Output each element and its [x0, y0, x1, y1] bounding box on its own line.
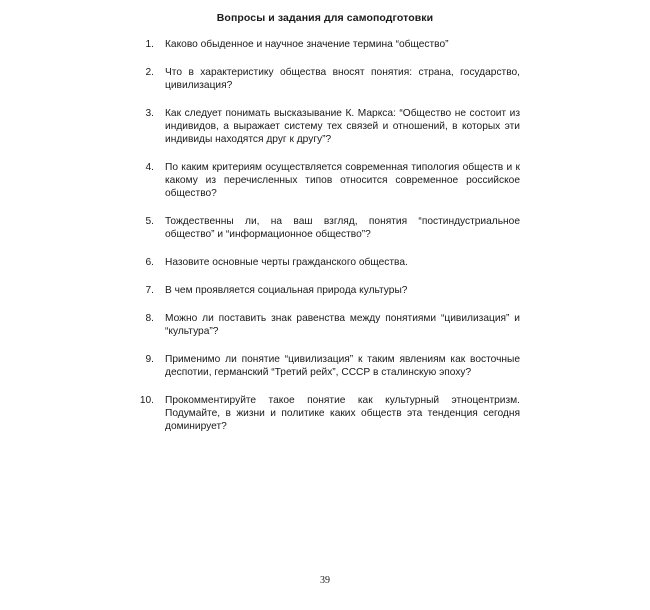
- question-number: 4.: [145, 162, 154, 173]
- question-item: [134, 256, 520, 269]
- question-item: [134, 38, 520, 51]
- question-number: 1.: [145, 39, 154, 50]
- question-text: Тождественны ли, на ваш взгляд, понятия “постиндустриальное общество” и “информационное общество”?: [165, 216, 520, 240]
- question-text: По каким критериям осуществляется современная типология обществ и к какому из перечисленных типов относится современное российское общество?: [165, 162, 520, 199]
- question-text: Что в характеристику общества вносят понятия: страна, государство, цивилизация?: [165, 67, 520, 91]
- question-number: 8.: [145, 313, 154, 324]
- question-item: [134, 394, 520, 433]
- question-number: 10.: [139, 395, 154, 406]
- question-item: [134, 312, 520, 338]
- question-item: [134, 353, 520, 379]
- question-item: [134, 107, 520, 146]
- questions-list: [134, 38, 520, 448]
- question-text: Каково обыденное и научное значение термина “общество”: [165, 39, 449, 50]
- question-number: 9.: [145, 354, 154, 365]
- question-text: Как следует понимать высказывание К. Маркса: “Общество не состоит из индивидов, а выражает систему тех связей и отношений, в которых эти индивиды находятся друг к другу”?: [165, 108, 520, 145]
- question-item: [134, 66, 520, 92]
- page-number: 39: [320, 575, 330, 586]
- question-number: 3.: [145, 108, 154, 119]
- question-text: Назовите основные черты гражданского общества.: [165, 257, 408, 268]
- question-number: 6.: [145, 257, 154, 268]
- question-item: [134, 284, 520, 297]
- section-title: Вопросы и задания для самоподготовки: [216, 12, 434, 24]
- question-text: Можно ли поставить знак равенства между понятиями “цивилизация” и “культура”?: [165, 313, 520, 337]
- question-text: В чем проявляется социальная природа культуры?: [165, 285, 408, 296]
- question-number: 7.: [145, 285, 154, 296]
- question-item: [134, 161, 520, 200]
- question-text: Применимо ли понятие “цивилизация” к таким явлениям как восточные деспотии, германский “Третий рейх”, СССР в сталинскую эпоху?: [165, 354, 520, 378]
- question-text: Прокомментируйте такое понятие как культурный этноцентризм. Подумайте, в жизни и политике каких обществ эта тенденция сегодня доминирует?: [165, 395, 520, 432]
- question-item: [134, 215, 520, 241]
- question-number: 2.: [145, 67, 154, 78]
- question-number: 5.: [145, 216, 154, 227]
